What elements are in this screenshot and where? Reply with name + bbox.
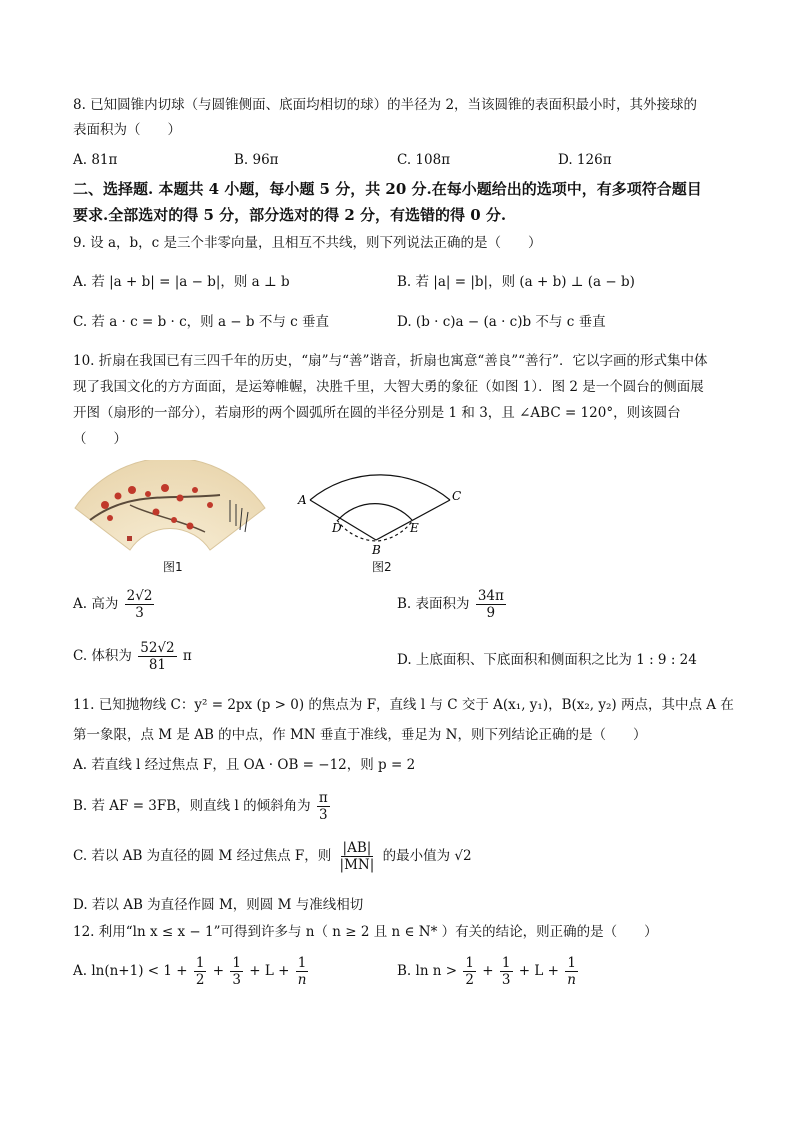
q11-option-c-denominator: |MN| bbox=[339, 857, 375, 873]
q12-b-dots: + L + bbox=[518, 963, 559, 979]
q10-option-c-tail: π bbox=[182, 648, 192, 664]
q12-b-half-den: 2 bbox=[465, 972, 474, 988]
point-a-label: A bbox=[298, 493, 307, 507]
q10-stem-line2: 现了我国文化的方方面面，是运筹帷幄，决胜千里，大智大勇的象征（如图 1）．图 2 是一个圆台的侧面展 bbox=[73, 379, 704, 395]
q10-option-c-denominator: 81 bbox=[148, 657, 167, 673]
q12-a-dots: + L + bbox=[249, 963, 290, 979]
point-c-label: C bbox=[452, 489, 462, 503]
q8-option-a: A. 81π bbox=[73, 152, 118, 168]
q12-a-half-num: 1 bbox=[195, 955, 205, 971]
q11-option-c-label: C. 若以 AB 为直径的圆 M 经过焦点 F，则 bbox=[73, 848, 332, 864]
q11-option-a: A. 若直线 l 经过焦点 F，且 OA · OB = −12，则 p = 2 bbox=[73, 757, 416, 773]
q9-option-d: D. (b · c)a − (a · c)b 不与 c 垂直 bbox=[397, 314, 606, 330]
q10-stem-line3: 开图（扇形的一部分），若扇形的两个圆弧所在圆的半径分别是 1 和 3，且 ∠ABC = 120°，则该圆台 bbox=[73, 405, 681, 421]
q12-b-plus: + bbox=[482, 963, 494, 979]
q12-b-frac-third bbox=[500, 955, 513, 988]
q12-b-n-num: 1 bbox=[567, 955, 576, 971]
q10-option-b bbox=[397, 588, 508, 621]
q11-option-b-denominator: 3 bbox=[319, 807, 328, 823]
q10-option-b-fraction bbox=[476, 588, 506, 621]
q11-option-c bbox=[73, 840, 472, 873]
q12-stem: 12. 利用“ln x ≤ x − 1”可得到许多与 n（ n ≥ 2 且 n ∈ N* ）有关的结论，则正确的是（ ） bbox=[73, 924, 658, 940]
point-d-label: D bbox=[332, 521, 342, 535]
q8-stem-line2: 表面积为（ ） bbox=[73, 122, 181, 138]
section2-heading-line1: 二、选择题. 本题共 4 小题，每小题 5 分，共 20 分.在每小题给出的选项中，有多项符合题目 bbox=[73, 180, 702, 198]
q12-a-frac-n bbox=[296, 955, 309, 988]
q11-option-d: D. 若以 AB 为直径作圆 M，则圆 M 与准线相切 bbox=[73, 897, 364, 913]
q12-a-n-den: n bbox=[297, 972, 307, 988]
q12-a-third-den: 3 bbox=[232, 972, 241, 988]
q8-stem-line1: 8. 已知圆锥内切球（与圆锥侧面、底面均相切的球）的半径为 2，当该圆锥的表面积最小时，其外接球的 bbox=[73, 97, 698, 113]
point-e-label: E bbox=[410, 521, 419, 535]
q11-option-c-fraction bbox=[338, 840, 377, 873]
q12-a-plus: + bbox=[212, 963, 225, 979]
q10-option-c-fraction bbox=[138, 640, 176, 673]
q12-option-b-label: B. ln n > bbox=[397, 963, 458, 979]
q9-option-c: C. 若 a · c = b · c，则 a − b 不与 c 垂直 bbox=[73, 314, 329, 330]
q10-stem-line1: 10. 折扇在我国已有三四千年的历史，“扇”与“善”谐音，折扇也寓意“善良”“善行”．它以字画的形式集中体 bbox=[73, 353, 708, 369]
q11-option-c-tail: 的最小值为 √2 bbox=[382, 848, 472, 864]
q12-a-frac-third bbox=[230, 955, 243, 988]
section2-heading-line2: 要求.全部选对的得 5 分，部分选对的得 2 分，有选错的得 0 分. bbox=[73, 206, 507, 224]
q12-a-n-num: 1 bbox=[297, 955, 307, 971]
q11-option-b bbox=[73, 790, 332, 823]
q9-stem: 9. 设 a，b，c 是三个非零向量，且相互不共线，则下列说法正确的是（ ） bbox=[73, 235, 542, 251]
q11-stem-line2: 第一象限，点 M 是 AB 的中点，作 MN 垂直于准线，垂足为 N，则下列结论正确的是（ ） bbox=[73, 727, 647, 743]
q10-option-c-numerator: 52√2 bbox=[140, 640, 175, 656]
q12-b-half-num: 1 bbox=[465, 955, 474, 971]
q10-option-b-numerator: 34π bbox=[477, 588, 504, 604]
q10-option-a-numerator: 2√2 bbox=[126, 588, 153, 604]
q12-b-third-num: 1 bbox=[501, 955, 511, 971]
q10-option-a-label: A. 高为 bbox=[73, 596, 119, 612]
folding-fan-painting bbox=[70, 460, 270, 555]
figure2-caption: 图2 bbox=[372, 560, 392, 574]
q11-stem-line1: 11. 已知抛物线 C：y² = 2px (p > 0) 的焦点为 F，直线 l 与 C 交于 A(x₁, y₁)，B(x₂, y₂) 两点，其中点 A 在 bbox=[73, 697, 734, 713]
q12-option-a bbox=[73, 955, 310, 988]
q11-option-b-numerator: π bbox=[318, 790, 328, 806]
q12-b-n-den: n bbox=[567, 972, 576, 988]
q9-option-b: B. 若 |a| = |b|，则 (a + b) ⊥ (a − b) bbox=[397, 274, 635, 290]
q8-option-c: C. 108π bbox=[397, 152, 451, 168]
q12-a-half-den: 2 bbox=[195, 972, 205, 988]
q10-option-c bbox=[73, 640, 192, 673]
point-b-label: B bbox=[372, 543, 381, 557]
q8-option-d: D. 126π bbox=[558, 152, 612, 168]
q10-option-d: D. 上底面积、下底面积和侧面积之比为 1 : 9 : 24 bbox=[397, 652, 697, 668]
q10-option-c-label: C. 体积为 bbox=[73, 648, 132, 664]
q10-option-a-denominator: 3 bbox=[135, 605, 144, 621]
q12-b-frac-n bbox=[565, 955, 578, 988]
frustum-sector-diagram bbox=[290, 462, 475, 557]
q12-option-b bbox=[397, 955, 580, 988]
q10-stem-line4: （ ） bbox=[73, 431, 127, 447]
q12-option-a-label: A. ln(n+1) < 1 + bbox=[73, 963, 188, 979]
q10-option-a bbox=[73, 588, 156, 621]
q9-option-a: A. 若 |a + b| = |a − b|，则 a ⊥ b bbox=[73, 274, 290, 290]
q12-a-frac-half bbox=[194, 955, 207, 988]
q8-option-b: B. 96π bbox=[234, 152, 279, 168]
figure1-caption: 图1 bbox=[163, 560, 183, 574]
q12-b-third-den: 3 bbox=[501, 972, 511, 988]
q11-option-c-numerator: |AB| bbox=[342, 840, 372, 856]
q10-option-a-fraction bbox=[125, 588, 155, 621]
q11-option-b-fraction bbox=[317, 790, 330, 823]
q12-a-third-num: 1 bbox=[232, 955, 241, 971]
q10-option-b-denominator: 9 bbox=[486, 605, 496, 621]
q12-b-frac-half bbox=[463, 955, 476, 988]
q11-option-b-label: B. 若 AF = 3FB，则直线 l 的倾斜角为 bbox=[73, 798, 311, 814]
q10-option-b-label: B. 表面积为 bbox=[397, 596, 470, 612]
